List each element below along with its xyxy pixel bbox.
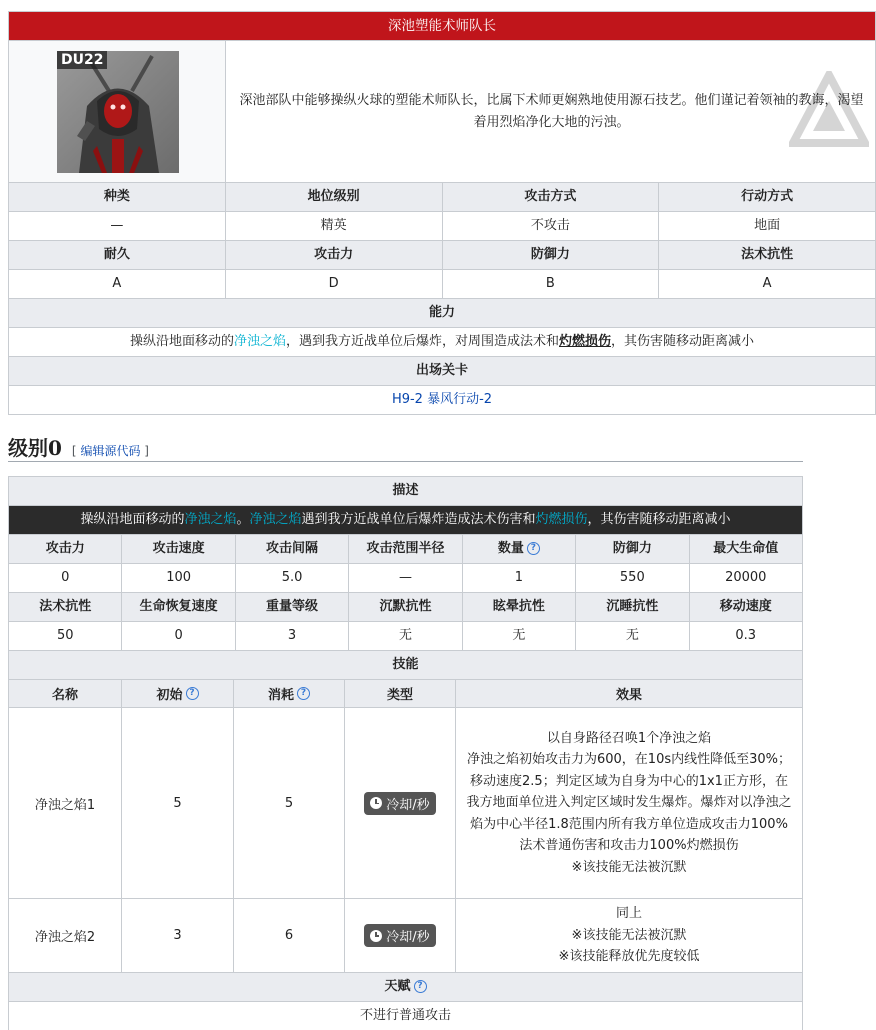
desc-header: 描述: [9, 477, 802, 505]
attr-value-row-1: [9, 211, 875, 240]
skills-header-row: [9, 650, 802, 679]
cooldown-label: 冷却/秒: [386, 797, 430, 813]
attr-header-row-1: [9, 182, 875, 211]
stage-header: 出场关卡: [9, 357, 875, 385]
stat-header: 沉默抗性: [348, 593, 461, 621]
desc-text: 操纵沿地面移动的: [80, 512, 185, 527]
talent-text: 不进行普通攻击: [359, 1008, 451, 1023]
effect-line: ※该技能无法被沉默: [571, 859, 687, 875]
stat-value-row-2: [9, 621, 802, 650]
skill-name: 净浊之焰1: [34, 797, 96, 813]
attr-header: 防御力: [442, 241, 659, 269]
stat-value: 3: [235, 622, 348, 650]
attr-value: A: [9, 270, 225, 298]
stat-header: 攻击速度: [121, 535, 234, 563]
effect-line: 以自身路径召唤1个净浊之焰: [546, 730, 712, 746]
attr-value: 不攻击: [442, 212, 659, 240]
stat-header: 最大生命值: [689, 535, 802, 563]
help-icon[interactable]: ?: [297, 687, 310, 700]
ability-header: 能力: [9, 299, 875, 327]
skill-col-cost: [233, 680, 344, 707]
stat-header: 攻击力: [9, 535, 121, 563]
desc-header-row: [9, 477, 802, 505]
edit-source-link[interactable]: 编辑源代码: [80, 444, 141, 458]
attr-header: 地位级别: [225, 183, 442, 211]
clock-icon: [370, 930, 382, 942]
stat-header-row-2: [9, 592, 802, 621]
help-icon[interactable]: ?: [527, 542, 540, 555]
skill-cost: 5: [233, 708, 344, 898]
skill-row: [9, 898, 802, 972]
effect-line: 净浊之焰初始攻击力为600，在10s内线性降低至30%；移动速度2.5；判定区域为自身为中心的1x1正方形，在我方地面单位进入判定区域时发生爆炸。爆炸对以净浊之焰为中心半径1.8范围内所有我方单位造成攻击力100%法术普通伤害和攻击力100%灼燃损伤: [466, 752, 792, 854]
stat-header: 移动速度: [689, 593, 802, 621]
stat-header: 生命恢复速度: [121, 593, 234, 621]
skill-type: [344, 899, 455, 972]
desc-keyword-flame[interactable]: 净浊之焰: [184, 512, 237, 527]
edit-source-wrapper: [72, 442, 149, 459]
stage-link[interactable]: H9-2 暴风行动-2: [391, 392, 493, 407]
talent-header: 天赋: [384, 979, 411, 994]
ability-text-mid: ，遇到我方近战单位后爆炸，对周围造成法术和: [285, 334, 559, 349]
ability-text-post: ，其伤害随移动距离减小: [611, 334, 755, 349]
attr-value: 精英: [225, 212, 442, 240]
skills-header: 技能: [9, 651, 802, 679]
stage-cell: [9, 386, 875, 414]
attr-header-row-2: [9, 240, 875, 269]
skill-col-initial: [121, 680, 233, 707]
edit-bracket-open: [: [71, 444, 77, 458]
attr-value-row-2: [9, 269, 875, 298]
skill-columns-row: [9, 679, 802, 707]
stat-value: 0: [121, 622, 234, 650]
enemy-title: 深池塑能术师队长: [9, 12, 875, 40]
edit-bracket-close: ]: [144, 444, 149, 458]
attr-header: 攻击力: [225, 241, 442, 269]
stage-header-row: [9, 356, 875, 385]
stat-header: 法术抗性: [9, 593, 121, 621]
skill-row: [9, 707, 802, 898]
attr-header: 耐久: [9, 241, 225, 269]
effect-line: 同上: [615, 906, 642, 922]
skill-col-type: 类型: [344, 680, 455, 707]
stat-value: 0.3: [689, 622, 802, 650]
stat-value: 50: [56, 628, 74, 643]
ability-keyword-burn[interactable]: 灼燃损伤: [559, 334, 612, 349]
stat-header: 重量等级: [235, 593, 348, 621]
stat-value: 100: [121, 564, 234, 592]
desc-keyword-burn[interactable]: 灼燃损伤: [535, 512, 588, 527]
skill-col-effect: 效果: [455, 680, 802, 707]
stat-value: 20000: [689, 564, 802, 592]
stat-value: 无: [575, 622, 688, 650]
attr-header: 行动方式: [658, 183, 875, 211]
stat-value: 无: [348, 622, 461, 650]
stat-header: 防御力: [575, 535, 688, 563]
skill-cost: 6: [233, 899, 344, 972]
stat-value: 550: [575, 564, 688, 592]
talent-header-cell: [9, 973, 802, 1001]
desc-text: 遇到我方近战单位后爆炸造成法术伤害和: [301, 512, 536, 527]
stat-header: 数量: [497, 541, 524, 556]
enemy-description: 深池部队中能够操纵火球的塑能术师队长，比属下术师更娴熟地使用源石技艺。他们谨记着领袖的教诲，渴望着用烈焰净化大地的污浊。: [239, 92, 864, 130]
enemy-portrait[interactable]: [57, 51, 179, 173]
stat-header-count: [462, 535, 575, 563]
enemy-infobox: [8, 11, 876, 415]
attr-value: B: [442, 270, 659, 298]
skill-effect: [455, 899, 802, 972]
stat-value: 1: [462, 564, 575, 592]
cooldown-tag: [364, 792, 435, 815]
skill-col-cost-label: 消耗: [267, 688, 294, 703]
ability-row: [9, 327, 875, 356]
stat-value: 5.0: [235, 564, 348, 592]
desc-text: 。: [236, 512, 250, 527]
help-icon[interactable]: ?: [186, 687, 199, 700]
attr-header: 攻击方式: [442, 183, 659, 211]
stat-value: 无: [462, 622, 575, 650]
stat-value: 0: [61, 570, 70, 585]
skill-type: [344, 708, 455, 898]
stat-header: 攻击间隔: [235, 535, 348, 563]
talent-row: [9, 1001, 802, 1030]
attr-value: —: [9, 212, 225, 240]
ability-keyword-flame[interactable]: 净浊之焰: [233, 334, 286, 349]
help-icon[interactable]: ?: [414, 980, 427, 993]
attr-value: D: [225, 270, 442, 298]
level-table: [8, 476, 803, 1030]
attr-value: A: [658, 270, 875, 298]
stat-value-row-1: [9, 563, 802, 592]
skill-col-name: 名称: [51, 688, 78, 703]
attr-header: 种类: [9, 183, 225, 211]
talent-header-row: [9, 972, 802, 1001]
attr-header: 法术抗性: [658, 241, 875, 269]
enemy-code: DU22: [57, 51, 107, 69]
level-section-heading: [8, 432, 803, 462]
skill-initial: 3: [121, 899, 233, 972]
stat-header-row-1: [9, 534, 802, 563]
stat-header: 沉睡抗性: [575, 593, 688, 621]
stage-row: [9, 385, 875, 414]
effect-line: ※该技能释放优先度较低: [558, 949, 700, 965]
desc-text: ，其伤害随移动距离减小: [587, 512, 731, 527]
skill-initial: 5: [121, 708, 233, 898]
effect-line: ※该技能无法被沉默: [571, 927, 687, 943]
level-description: [9, 506, 802, 534]
desc-keyword-flame[interactable]: 净浊之焰: [249, 512, 302, 527]
clock-icon: [370, 797, 382, 809]
desc-row: [9, 505, 802, 534]
portrait-figure: [57, 51, 179, 173]
skill-col-initial-label: 初始: [156, 688, 183, 703]
description-cell: [226, 41, 875, 182]
stat-header: 攻击范围半径: [348, 535, 461, 563]
ability-text-pre: 操纵沿地面移动的: [129, 334, 234, 349]
ability-text: [9, 328, 875, 356]
stat-header: 眩晕抗性: [462, 593, 575, 621]
skill-name: 净浊之焰2: [34, 930, 96, 945]
ability-header-row: [9, 298, 875, 327]
section-title: 级别0: [8, 436, 62, 460]
cooldown-label: 冷却/秒: [386, 930, 430, 945]
skill-effect: [455, 708, 802, 898]
stat-value: —: [348, 564, 461, 592]
cooldown-tag: [364, 924, 435, 947]
portrait-cell: [9, 41, 226, 182]
attr-value: 地面: [658, 212, 875, 240]
